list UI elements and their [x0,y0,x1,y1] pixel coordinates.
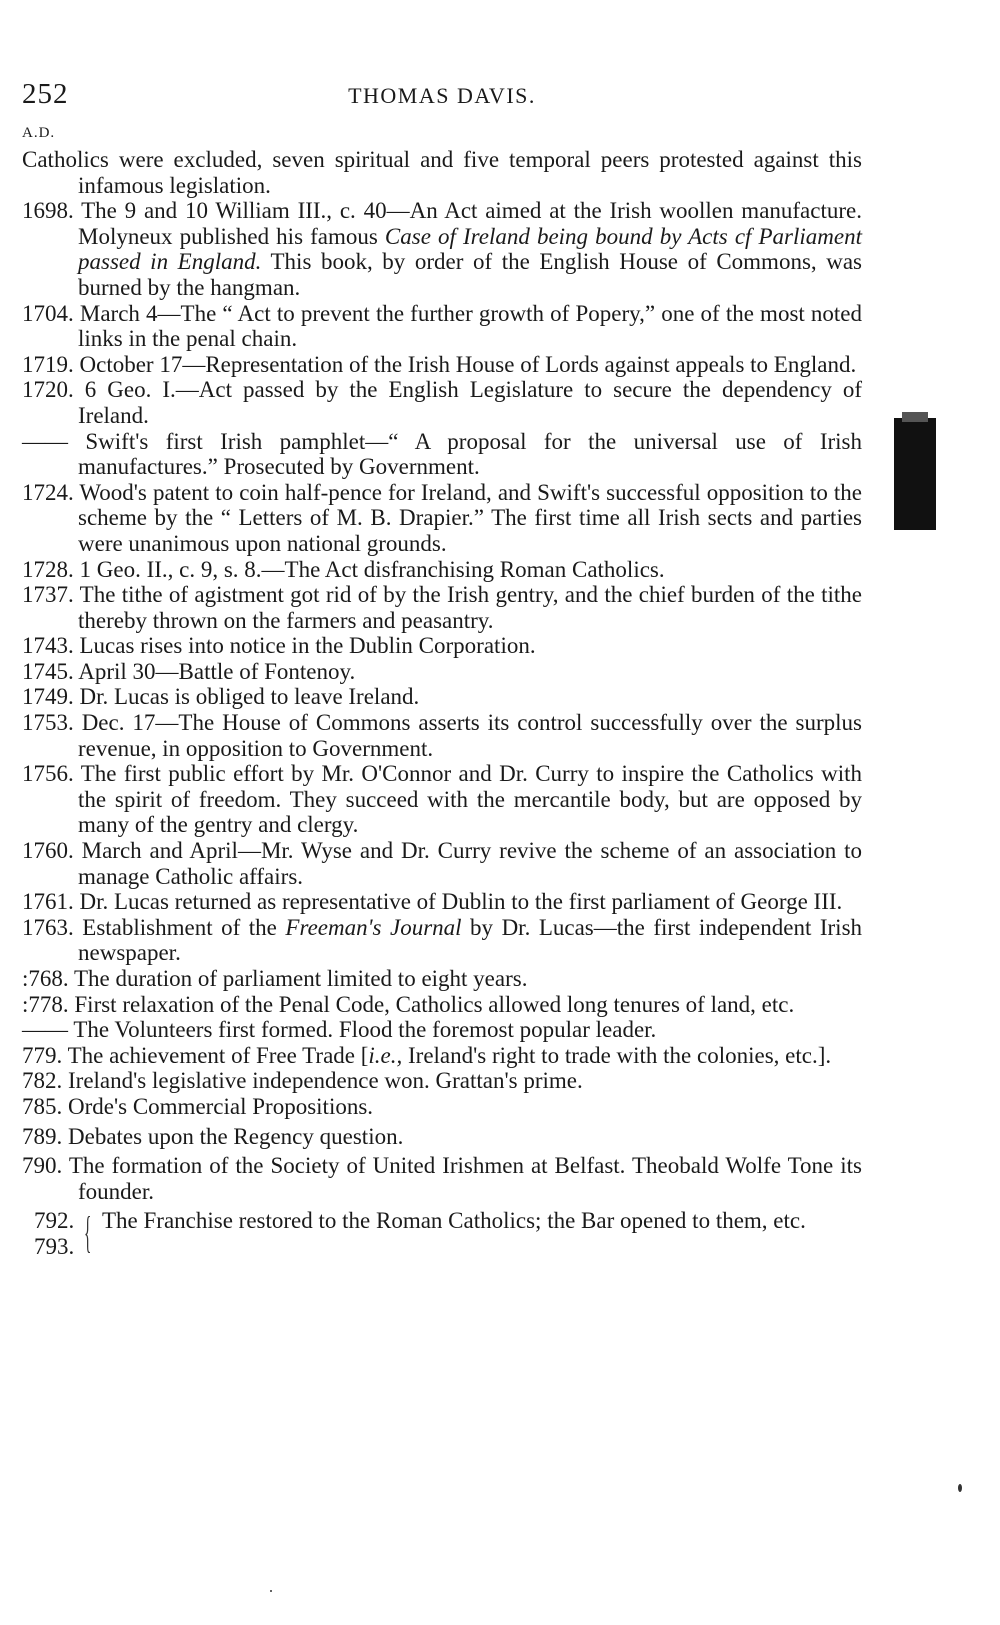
chronology-entry: 1719. October 17—Representation of the Irish House of Lords against appeals to England. [22,351,857,377]
entry-year: 1720. [22,377,74,403]
chronology-entry: 1756. The first public effort by Mr. O'Connor and Dr. Curry to inspire the Catholics with the spirit of freedom. They succeed with the mercantile body, but are opposed by many of the gentry and clergy. [22,761,862,838]
scan-speck [270,1590,272,1592]
book-title: Case of Ireland being bound by Acts cf Parliament passed in England. [78,223,862,275]
entry-year: 1760. [22,838,74,864]
chronology-entry: 1728. 1 Geo. II., c. 9, s. 8.—The Act disfranchising Roman Catholics. [22,556,665,582]
chronology-entry: 782. Ireland's legislative independence won. Grattan's prime. [22,1068,583,1094]
bracket-text: The Franchise restored to the Roman Catholics; the Bar opened to them, etc. [102,1208,806,1234]
entry-year: 1763. [22,914,74,940]
entry-year: 1753. [22,710,74,736]
running-title: THOMAS DAVIS. [348,83,536,108]
bracket-years [34,1208,74,1259]
chronology-list [22,147,862,1260]
entry-dash: —— [22,428,68,454]
entry-year: 792. [34,1208,75,1234]
chronology-entry: 785. Orde's Commercial Propositions. [22,1093,374,1119]
entry-year: 779. [22,1042,63,1068]
chronology-entry: 1737. The tithe of agistment got rid of by the Irish gentry, and the chief burden of the tithe thereby thrown on the farmers and peasantry. [22,582,862,633]
chronology-entry: 790. The formation of the Society of United Irishmen at Belfast. Theobald Wolfe Tone its founder. [22,1153,862,1204]
newspaper-title: Freeman's Journal [285,914,462,940]
chronology-entry: 1753. Dec. 17—The House of Commons asserts its control successfully over the surplus revenue, in opposition to Government. [22,710,862,761]
chronology-entry: 779. The achievement of Free Trade [i.e., Ireland's right to trade with the colonies, etc.]. [22,1042,832,1068]
entry-year: 1737. [22,582,74,608]
entry-year: 1728. [22,556,74,582]
entry-year: 782. [22,1068,63,1094]
chronology-entry: :768. The duration of parliament limited to eight years. [22,966,528,991]
entry-year: 790. [22,1153,63,1179]
thumb-index-mark [894,418,936,530]
entry-year: 1704. [22,300,74,326]
entry-year: 789. [22,1123,63,1149]
chronology-entry: 1761. Dr. Lucas returned as representative of Dublin to the first parliament of George III. [22,889,843,915]
entry-year: 1749. [22,684,74,710]
bracketed-entry [22,1208,862,1260]
page-number: 252 [22,78,69,110]
chronology-entry: —— The Volunteers first formed. Flood the foremost popular leader. [22,1017,657,1043]
chronology-entry: 1724. Wood's patent to coin half-pence for Ireland, and Swift's successful opposition to the scheme by the “ Letters of M. B. Drapier.” The first time all Irish sects and parties were unanimous upon national grounds. [22,479,862,556]
ad-label: A.D. [22,125,56,141]
chronology-entry: 1743. Lucas rises into notice in the Dublin Corporation. [22,633,536,659]
chronology-entry: 789. Debates upon the Regency question. [22,1123,404,1149]
entry-year: :778. [22,991,69,1017]
chronology-entry: 1704. March 4—The “ Act to prevent the further growth of Popery,” one of the most noted links in the penal chain. [22,300,863,352]
scan-speck [958,1484,962,1492]
chronology-entry: 1763. Establishment of the Freeman's Journal by Dr. Lucas—the first independent Irish newspaper. [22,914,863,966]
chronology-entry: —— Swift's first Irish pamphlet—“ A proposal for the universal use of Irish manufactures.” Prosecuted by Government. [22,428,863,480]
chronology-entry: 1745. April 30—Battle of Fontenoy. [22,658,356,684]
entry-year: 793. [34,1233,75,1259]
entry-year: 1698. [22,198,74,224]
italic-abbrev: i.e., [368,1042,403,1068]
entry-year: 1745. [22,658,74,684]
chronology-entry: 1749. Dr. Lucas is obliged to leave Ireland. [22,684,420,710]
entry-year: 1719. [22,351,74,377]
entry-dash: —— [22,1017,68,1043]
entry-year: :768. [22,966,69,991]
chronology-entry: Catholics were excluded, seven spiritual and five temporal peers protested against this infamous legislation. [22,147,862,198]
entry-year: 1761. [22,889,74,915]
entry-year: 1743. [22,633,74,659]
chronology-entry: 1760. March and April—Mr. Wyse and Dr. Curry revive the scheme of an association to manage Catholic affairs. [22,838,862,889]
entry-year: 1756. [22,761,74,787]
chronology-entry: 1720. 6 Geo. I.—Act passed by the English Legislature to secure the dependency of Ireland. [22,377,862,428]
entry-year: 785. [22,1093,63,1119]
running-head [22,78,862,118]
entry-year: 1724. [22,479,74,505]
chronology-entry: :778. First relaxation of the Penal Code, Catholics allowed long tenures of land, etc. [22,991,795,1017]
chronology-entry: 1698. The 9 and 10 William III., c. 40—An Act aimed at the Irish woollen manufacture. Molyneux published his famous Case of Ireland being bound by Acts cf Parliament passed in England. This book, by order of the English House of Commons, was burned by the hangman. [22,198,862,300]
brace-icon: { [84,1208,92,1258]
